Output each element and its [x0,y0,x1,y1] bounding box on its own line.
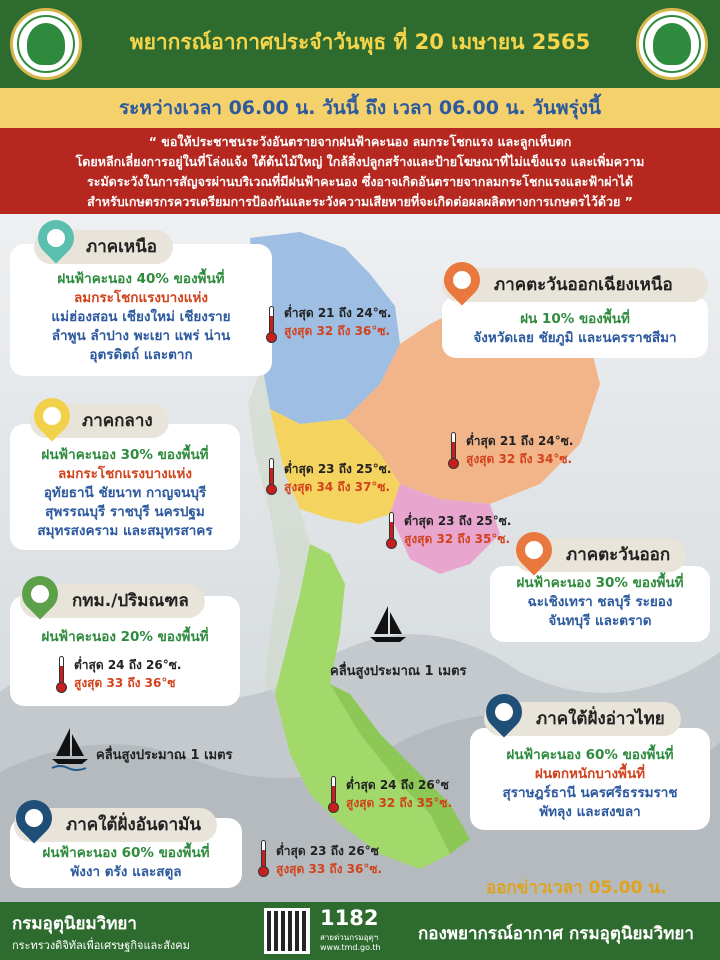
central-low: ต่ำสุด 23 ถึง 25°ซ. [284,462,392,476]
qr-code-icon[interactable] [264,908,310,954]
south-gulf-line-1: ฝนฟ้าคะนอง 60% ของพื้นที่ [506,747,674,763]
central-high: สูงสุด 34 ถึง 37°ซ. [284,480,391,494]
issued-time: ออกข่าวเวลา 05.00 น. [486,878,667,898]
south-gulf-title: ภาคใต้ฝั่งอ่าวไทย [536,709,665,729]
south-gulf-line-3: สุราษฎร์ธานี นครศรีธรรมราช [502,785,678,801]
south-gulf-line-4: พัทลุง และสงขลา [539,804,641,820]
north-line-4: ลำพูน ลำปาง พะเยา แพร่ น่าน [51,328,231,344]
thermometer-icon [258,840,268,876]
central-title: ภาคกลาง [82,411,153,431]
north-line-5: อุตรดิตถ์ และตาก [89,347,193,363]
south-andaman-low: ต่ำสุด 23 ถึง 26°ซ [276,844,379,858]
northeast-temp [466,432,573,468]
north-line-1: ฝนฟ้าคะนอง 40% ของพื้นที่ [57,271,225,287]
south-andaman-high: สูงสุด 33 ถึง 36°ซ. [276,862,383,876]
tmd-right-logo [636,8,708,80]
east-temp [404,512,511,548]
header-bar [0,0,720,88]
website-link[interactable]: www.tmd.go.th [320,943,381,952]
south-andaman-temp [276,842,382,878]
hotline-number: 1182 [320,906,379,930]
tag-northeast [442,268,708,302]
north-title: ภาคเหนือ [86,237,157,257]
northeast-title: ภาคตะวันออกเฉียงเหนือ [494,275,673,295]
north-line-3: แม่ฮ่องสอน เชียงใหม่ เชียงราย [51,309,231,325]
central-line-3: อุทัยธานี ชัยนาท กาญจนบุรี [43,485,207,501]
tmd-left-logo [10,8,82,80]
east-line-1: ฝนฟ้าคะนอง 30% ของพื้นที่ [516,575,684,591]
footer-bar [0,902,720,960]
bangkok-title: กทม./ปริมณฑล [72,591,189,611]
northeast-low: ต่ำสุด 21 ถึง 24°ซ. [466,434,574,448]
andaman-wave-text: คลื่นสูงประมาณ 1 เมตร [96,748,233,763]
central-line-5: สมุทรสงคราม และสมุทรสาคร [37,523,213,539]
card-east [490,566,710,642]
map-south [275,544,453,869]
south-andaman-line-1: ฝนฟ้าคะนอง 60% ของพื้นที่ [42,845,210,861]
northeast-line-1: ฝน 10% ของพื้นที่ [520,311,630,327]
south-gulf-temp [346,776,452,812]
warning-line-1: “ ขอให้ประชาชนระวังอันตรายจากฝนฟ้าคะนอง ลมกระโชกแรง และลูกเห็บตก [148,134,572,149]
hotline-sub-label: สายด่วนกรมอุตุฯ [320,933,379,942]
bangkok-low: ต่ำสุด 24 ถึง 26°ซ. [74,658,182,672]
footer-division: กองพยากรณ์อากาศ กรมอุตุนิยมวิทยา [418,924,694,944]
warning-line-4: สำหรับเกษตรกรควรเตรียมการป้องกันและระวังความเสียหายที่จะเกิดต่อผลผลิตทางการเกษตรไว้ด้วย ” [87,194,633,209]
page-title: พยากรณ์อากาศประจำวันพุธ ที่ 20 เมษายน 2565 [129,30,591,54]
south-gulf-line-2: ฝนตกหนักบางพื้นที่ [534,766,646,782]
sailboat-icon [50,726,94,772]
warning-line-3: ระมัดระวังในการสัญจรผ่านบริเวณที่มีฝนฟ้าคะนอง ซึ่งอาจเกิดอันตรายจากลมกระโชกแรงและฟ้าผ่าได้ [87,174,633,189]
south-andaman-title: ภาคใต้ฝั่งอันดามัน [66,815,201,835]
forecast-period: ระหว่างเวลา 06.00 น. วันนี้ ถึง เวลา 06.00 น. วันพรุ่งนี้ [0,88,720,128]
card-south-gulf [470,728,710,830]
bangkok-line-1: ฝนฟ้าคะนอง 20% ของพื้นที่ [41,629,209,645]
card-central [10,424,240,550]
warning-line-2: โดยหลีกเลี่ยงการอยู่ในที่โล่งแจ้ง ใต้ต้นไม้ใหญ่ ใกล้สิ่งปลูกสร้างและป้ายโฆษณาที่ไม่แข็งแรง และเพิ่มความ [75,154,645,169]
sailboat-icon [368,604,408,644]
thermometer-icon [328,776,338,812]
east-high: สูงสุด 32 ถึง 35°ซ. [404,532,511,546]
thermometer-icon [266,458,276,494]
warning-banner [0,128,720,214]
northeast-high: สูงสุด 32 ถึง 34°ซ. [466,452,573,466]
central-line-2: ลมกระโชกแรงบางแห่ง [58,466,192,482]
east-line-2: ฉะเชิงเทรา ชลบุรี ระยอง [527,594,673,610]
central-temp [284,460,391,496]
south-gulf-high: สูงสุด 32 ถึง 35°ซ. [346,796,453,810]
north-high: สูงสุด 32 ถึง 36°ซ. [284,324,391,338]
northeast-line-2: จังหวัดเลย ชัยภูมิ และนครราชสีมา [473,330,677,346]
thermometer-icon [266,306,276,342]
north-temp [284,304,391,340]
central-line-1: ฝนฟ้าคะนอง 30% ของพื้นที่ [41,447,209,463]
gulf-wave-text: คลื่นสูงประมาณ 1 เมตร [330,664,467,679]
bangkok-temp [74,656,181,692]
footer-org: กรมอุตุนิยมวิทยา [12,914,137,934]
south-andaman-line-2: พังงา ตรัง และสตูล [70,864,182,880]
thermometer-icon [386,512,396,548]
thermometer-icon [56,656,66,692]
card-northeast [442,296,708,358]
north-low: ต่ำสุด 21 ถึง 24°ซ. [284,306,392,320]
north-line-2: ลมกระโชกแรงบางแห่ง [74,290,208,306]
hotline-sub [320,933,381,953]
central-line-4: สุพรรณบุรี ราชบุรี นครปฐม [45,504,205,520]
bangkok-high: สูงสุด 33 ถึง 36°ซ [74,676,176,690]
footer-ministry: กระทรวงดิจิทัลเพื่อเศรษฐกิจและสังคม [12,939,190,952]
east-line-3: จันทบุรี และตราด [548,613,652,629]
east-low: ต่ำสุด 23 ถึง 25°ซ. [404,514,512,528]
south-gulf-low: ต่ำสุด 24 ถึง 26°ซ [346,778,449,792]
east-title: ภาคตะวันออก [566,545,671,565]
thermometer-icon [448,432,458,468]
